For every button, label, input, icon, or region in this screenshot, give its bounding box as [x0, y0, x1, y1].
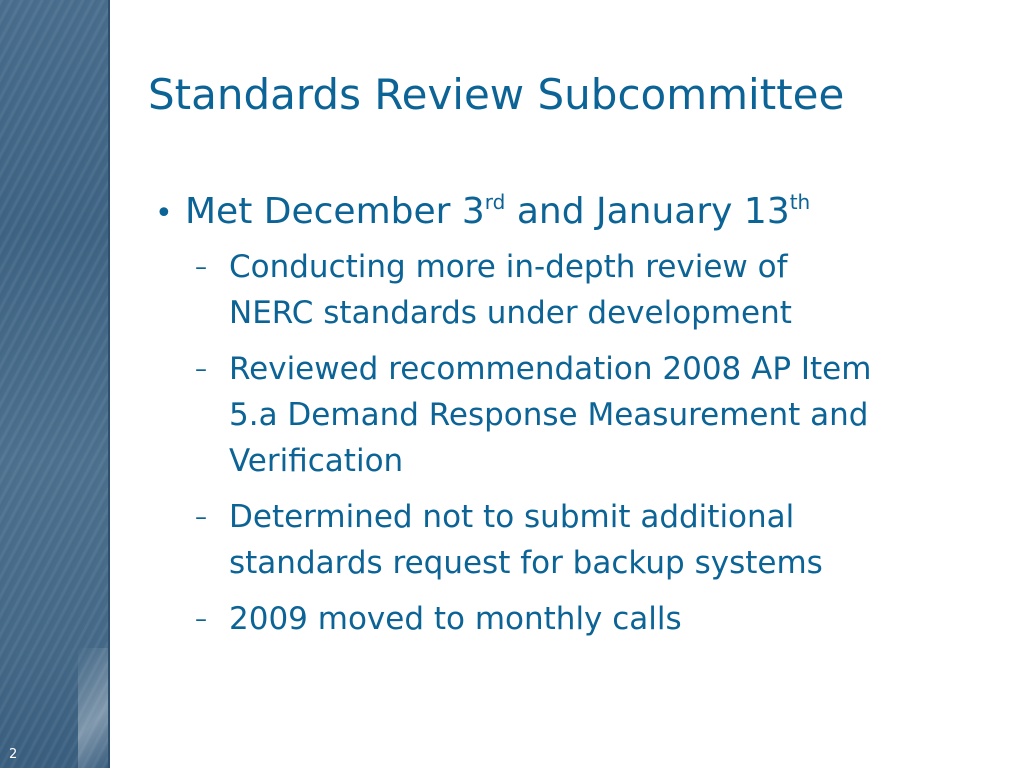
- decorative-side-panel: [0, 0, 110, 768]
- bullet-marker: •: [155, 196, 173, 231]
- main-bullet-text: [185, 190, 810, 234]
- sub-bullet-line: Verification: [229, 443, 404, 479]
- dash-marker: –: [195, 355, 207, 383]
- main-bullet: [155, 190, 995, 236]
- sub-bullet-line: 2009 moved to monthly calls: [229, 601, 682, 637]
- sub-bullet-text: [229, 244, 995, 336]
- sub-bullet-item: [195, 494, 995, 586]
- dash-marker: –: [195, 253, 207, 281]
- sub-bullet-line: NERC standards under development: [229, 295, 792, 331]
- main-bullet-text-part1: Met December 3: [185, 191, 485, 232]
- sub-bullet-item: [195, 596, 995, 642]
- slide-content: [155, 190, 995, 652]
- sub-bullet-line: 5.a Demand Response Measurement and: [229, 397, 869, 433]
- main-bullet-superscript-th: th: [789, 190, 811, 214]
- sub-bullet-text: [229, 494, 995, 586]
- sub-bullet-item: [195, 244, 995, 336]
- sub-bullet-line: Reviewed recommendation 2008 AP Item: [229, 351, 872, 387]
- panel-sheen: [78, 648, 108, 768]
- sub-bullet-list: [195, 244, 995, 642]
- sub-bullet-text: [229, 596, 995, 642]
- slide-number: 2: [9, 747, 18, 762]
- slide-title: Standards Review Subcommittee: [148, 70, 845, 119]
- main-bullet-superscript-rd: rd: [484, 190, 506, 214]
- sub-bullet-item: [195, 346, 995, 484]
- sub-bullet-line: Conducting more in-depth review of: [229, 249, 788, 285]
- dash-marker: –: [195, 503, 207, 531]
- sub-bullet-line: Determined not to submit additional: [229, 499, 795, 535]
- sub-bullet-text: [229, 346, 995, 484]
- sub-bullet-line: standards request for backup systems: [229, 545, 823, 581]
- main-bullet-text-part2: and January 13: [505, 191, 790, 232]
- dash-marker: –: [195, 605, 207, 633]
